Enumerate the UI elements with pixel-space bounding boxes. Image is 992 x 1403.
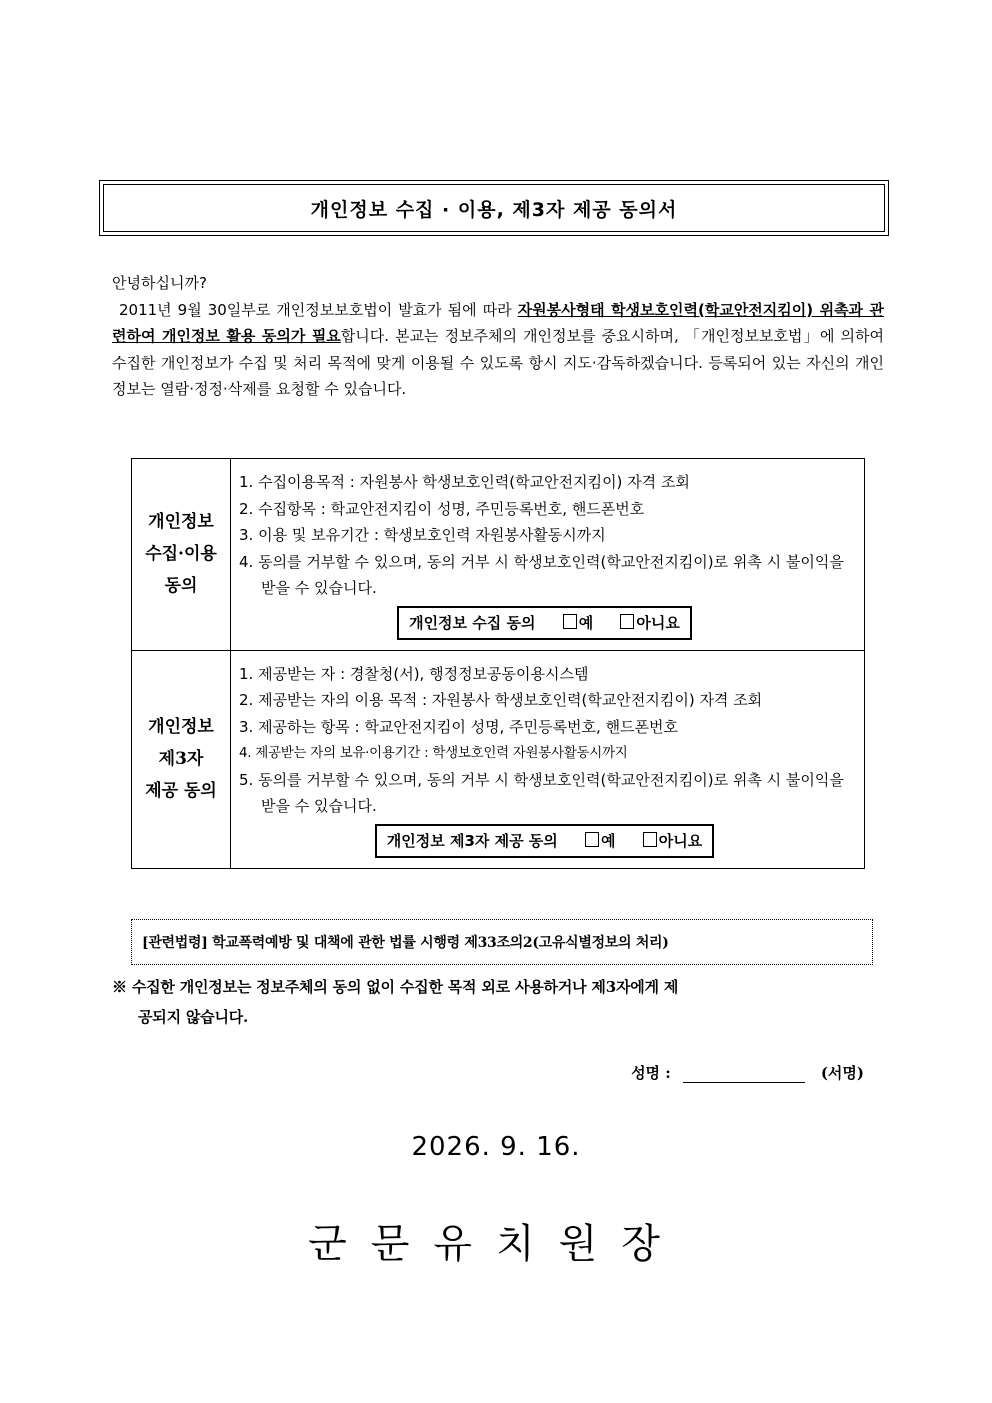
notice-line: 공되지 않습니다. bbox=[138, 1008, 249, 1026]
intro-paragraph bbox=[112, 297, 884, 403]
title-box bbox=[99, 180, 889, 236]
yes-label: 예 bbox=[601, 831, 616, 850]
third-party-agree-label: 개인정보 제3자 제공 동의 bbox=[386, 831, 558, 850]
signature-suffix: (서명) bbox=[820, 1064, 864, 1082]
list-item: 4. 제공받는 자의 보유·이용기간 : 학생보호인력 자원봉사활동시까지 bbox=[239, 745, 628, 761]
collection-consent-heading bbox=[132, 459, 231, 651]
heading-line: 개인정보 bbox=[148, 512, 214, 533]
related-law-box: [관련법령] 학교폭력예방 및 대책에 관한 법률 시행령 제33조의2(고유식별정보의 처리) bbox=[131, 919, 873, 965]
notice bbox=[112, 972, 884, 1032]
intro-text-underlined: 자원봉사형태 학생보호인력(학교안전지킴이) 위촉과 관련하여 개인정보 활용 동의가 필요 bbox=[112, 300, 884, 345]
no-label: 아니요 bbox=[636, 613, 680, 632]
yes-label: 예 bbox=[578, 613, 594, 632]
signature-field[interactable] bbox=[683, 1062, 805, 1083]
list-item: 3. 이용 및 보유기간 : 학생보호인력 자원봉사활동시까지 bbox=[239, 526, 606, 544]
third-party-yes-option[interactable] bbox=[585, 832, 616, 850]
list-item: 3. 제공하는 항목 : 학교안전지킴이 성명, 주민등록번호, 핸드폰번호 bbox=[239, 717, 679, 736]
heading-line: 동의 bbox=[164, 576, 198, 597]
heading-line: 제3자 bbox=[158, 749, 204, 769]
collection-yes-option[interactable] bbox=[563, 614, 594, 632]
collection-consent-body bbox=[231, 459, 865, 651]
checkbox-no[interactable] bbox=[643, 832, 657, 847]
third-party-consent-body bbox=[231, 650, 865, 868]
list-item: 1. 제공받는 자 : 경찰청(서), 행정정보공동이용시스템 bbox=[239, 664, 589, 683]
principal-title: 군문유치원장 bbox=[308, 1221, 684, 1267]
collection-agree-box bbox=[397, 606, 692, 640]
heading-line: 개인정보 bbox=[148, 717, 214, 737]
collection-consent-row bbox=[132, 459, 865, 651]
greeting: 안녕하십니까? bbox=[112, 274, 207, 292]
third-party-consent-heading bbox=[132, 650, 231, 868]
intro-section bbox=[112, 270, 884, 403]
heading-line: 제공 동의 bbox=[145, 781, 217, 801]
intro-text-before: 2011년 9월 30일부로 개인정보보호법이 발효가 됨에 따라 bbox=[119, 300, 518, 319]
signature-row bbox=[631, 1062, 864, 1083]
collection-items bbox=[239, 469, 850, 602]
list-item: 4. 동의를 거부할 수 있으며, 동의 거부 시 학생보호인력(학교안전지킴이)로 위촉 시 불이익을 받을 수 있습니다. bbox=[239, 552, 844, 597]
list-item: 1. 수집이용목적 : 자원봉사 학생보호인력(학교안전지킴이) 자격 조회 bbox=[239, 473, 690, 491]
name-label: 성명 : bbox=[631, 1064, 671, 1082]
third-party-items bbox=[239, 661, 850, 820]
checkbox-no[interactable] bbox=[620, 614, 634, 629]
collection-agree-row bbox=[239, 602, 850, 644]
document-date: 2026. 9. 16. bbox=[411, 1132, 581, 1162]
collection-no-option[interactable] bbox=[620, 614, 679, 632]
list-item: 2. 수집항목 : 학교안전지킴이 성명, 주민등록번호, 핸드폰번호 bbox=[239, 499, 645, 518]
document-title: 개인정보 수집 · 이용, 제3자 제공 동의서 bbox=[103, 184, 885, 232]
no-label: 아니요 bbox=[658, 831, 703, 850]
collection-agree-label: 개인정보 수집 동의 bbox=[409, 613, 536, 632]
list-item: 2. 제공받는 자의 이용 목적 : 자원봉사 학생보호인력(학교안전지킴이) 자격 조회 bbox=[239, 691, 763, 709]
checkbox-yes[interactable] bbox=[563, 614, 577, 629]
third-party-agree-row bbox=[239, 820, 850, 862]
consent-table bbox=[131, 458, 865, 869]
third-party-agree-box bbox=[375, 824, 714, 858]
intro-text-after: 합니다. 본교는 정보주체의 개인정보를 중요시하며, 「개인정보보호법」에 의하여 수집한 개인정보가 수집 및 처리 목적에 맞게 이용될 수 있도록 항시 지도·감독하겠습니다. 등록되어 있는 자신의 개인정보는 열람·정정·삭제를 요청할 수 있습니다. bbox=[112, 327, 884, 398]
list-item: 5. 동의를 거부할 수 있으며, 동의 거부 시 학생보호인력(학교안전지킴이)로 위촉 시 불이익을 받을 수 있습니다. bbox=[239, 770, 844, 815]
third-party-consent-row bbox=[132, 650, 865, 868]
notice-line: ※ 수집한 개인정보는 정보주체의 동의 없이 수집한 목적 외로 사용하거나 제3자에게 제 bbox=[112, 978, 679, 996]
third-party-no-option[interactable] bbox=[643, 832, 702, 850]
heading-line: 수집·이용 bbox=[145, 544, 217, 565]
checkbox-yes[interactable] bbox=[585, 832, 599, 847]
